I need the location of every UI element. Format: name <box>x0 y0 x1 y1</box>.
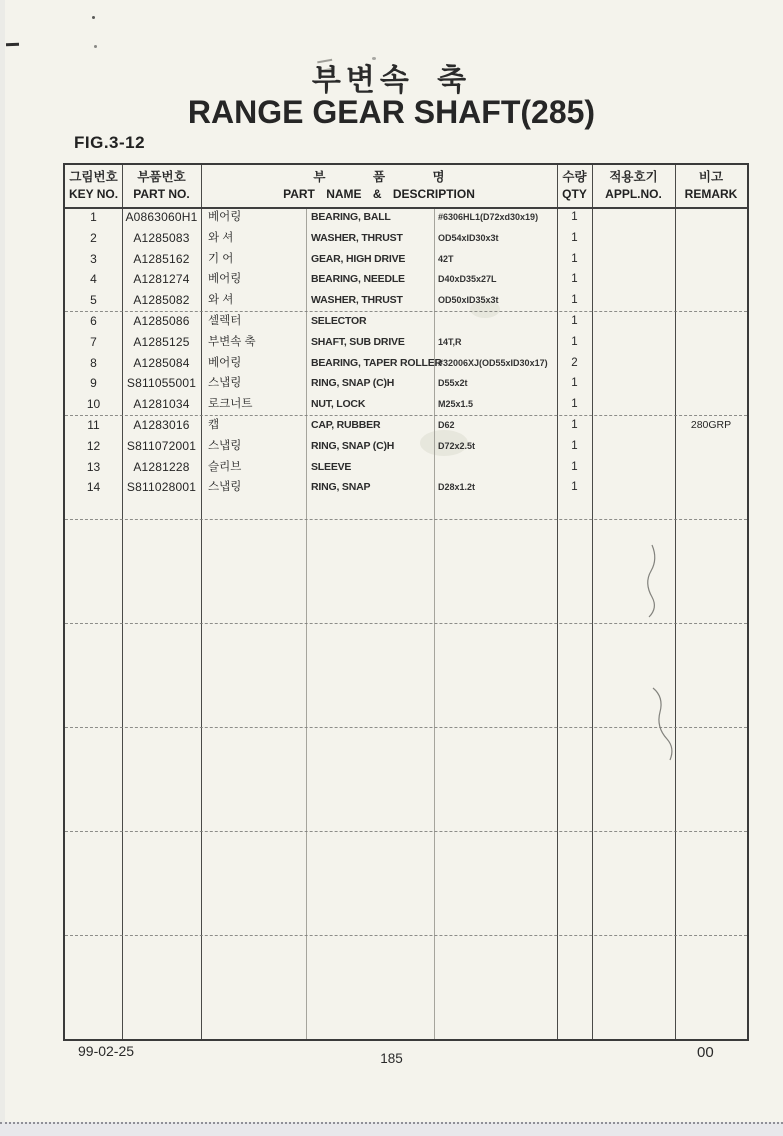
page-title-english: RANGE GEAR SHAFT(285) <box>187 94 596 130</box>
table-row <box>65 207 747 228</box>
cell-key: 9 <box>90 376 97 391</box>
cell-part_no: A0863060H1 <box>125 210 198 224</box>
cell-part_no: A1285125 <box>133 334 190 349</box>
cell-name_en: RING, SNAP (C)H <box>311 439 395 452</box>
cell-name_en: GEAR, HIGH DRIVE <box>311 252 406 265</box>
header-appl-no-korean: 적용호기 <box>609 170 658 185</box>
cell-qty: 1 <box>571 315 578 327</box>
header-part-no <box>122 165 201 207</box>
cell-key: 5 <box>90 293 97 308</box>
table-row <box>65 457 747 478</box>
cell-remark <box>675 290 747 311</box>
cell-qty: 1 <box>571 273 578 286</box>
cell-name_en: BEARING, NEEDLE <box>311 273 405 286</box>
cell-name_en: SLEEVE <box>311 460 352 473</box>
cell-remark <box>675 207 747 228</box>
table-row <box>65 290 747 311</box>
cell-appl <box>592 269 675 290</box>
cell-appl <box>592 457 675 478</box>
cell-desc: D72x2.5t <box>438 440 476 451</box>
footer-revision: 00 <box>697 1044 714 1061</box>
cell-name_kr: 캡 <box>208 419 220 431</box>
table-row <box>65 311 747 332</box>
cell-remark <box>675 249 747 270</box>
cell-remark <box>675 457 747 478</box>
cell-key: 12 <box>86 438 101 453</box>
cell-desc: D62 <box>438 420 455 430</box>
cell-part_no: A1285086 <box>133 314 190 328</box>
header-qty-korean: 수량 <box>562 170 587 185</box>
cell-qty: 2 <box>571 356 578 369</box>
scan-speckle <box>94 45 97 48</box>
scan-edge-left <box>0 0 5 1134</box>
cell-name_en: NUT, LOCK <box>311 398 366 411</box>
cell-name_en: BEARING, BALL <box>311 211 391 223</box>
cell-name_en: WASHER, THRUST <box>311 231 403 244</box>
cell-desc <box>434 457 557 478</box>
header-qty-english: QTY <box>562 187 587 202</box>
table-row <box>65 477 747 498</box>
table-row <box>65 228 747 249</box>
cell-desc: OD54xID30x3t <box>438 232 499 243</box>
footer-page-number: 185 <box>380 1051 403 1066</box>
header-part-name <box>201 165 557 207</box>
cell-remark <box>675 332 747 353</box>
header-key-no-english: KEY NO. <box>68 187 119 202</box>
header-key-no-korean: 그림번호 <box>69 170 118 185</box>
cell-name_en: WASHER, THRUST <box>311 294 403 307</box>
cell-remark <box>675 394 747 415</box>
cell-remark <box>675 436 747 457</box>
cell-qty: 1 <box>571 335 578 348</box>
header-remark-korean: 비고 <box>698 170 724 185</box>
cell-appl <box>592 353 675 374</box>
cell-key: 13 <box>86 459 101 474</box>
cell-desc: D28x1.2t <box>438 482 476 493</box>
cell-qty: 1 <box>571 460 578 473</box>
cell-appl <box>592 332 675 353</box>
cell-appl <box>592 311 675 332</box>
cell-name_kr: 슬리브 <box>208 460 242 473</box>
cell-part_no: S811072001 <box>126 438 197 453</box>
cell-qty: 1 <box>571 439 578 452</box>
header-remark <box>675 165 747 207</box>
cell-key: 4 <box>90 272 97 287</box>
cell-desc: OD50xID35x3t <box>438 295 499 306</box>
cell-desc: 14T,R <box>438 336 462 347</box>
cell-part_no: A1285083 <box>133 230 190 245</box>
table-row <box>65 269 747 290</box>
cell-part_no: A1281274 <box>133 272 190 287</box>
cell-key: 10 <box>86 397 101 412</box>
header-part-name-korean: 부 품 명 <box>313 170 445 185</box>
cell-remark <box>675 269 747 290</box>
cell-remark <box>675 373 747 394</box>
cell-part_no: S811055001 <box>126 376 197 391</box>
cell-appl <box>592 477 675 498</box>
cell-key: 8 <box>90 355 97 370</box>
cell-name_en: CAP, RUBBER <box>311 419 381 431</box>
cell-qty: 1 <box>571 211 578 223</box>
cell-part_no: A1285082 <box>133 293 190 308</box>
cell-appl <box>592 373 675 394</box>
cell-name_kr: 셀렉터 <box>208 315 242 327</box>
cell-name_kr: 와 셔 <box>208 231 234 244</box>
cell-name_en: SHAFT, SUB DRIVE <box>311 335 405 348</box>
header-qty <box>557 165 592 207</box>
table-row <box>65 249 747 270</box>
cell-desc: #32006XJ(OD55xID30x17) <box>438 357 548 368</box>
cell-part_no: A1283016 <box>133 418 190 432</box>
table-row <box>65 353 747 374</box>
cell-qty: 1 <box>571 377 578 390</box>
cell-desc: #6306HL1(D72xd30x19) <box>438 212 539 222</box>
cell-appl <box>592 290 675 311</box>
cell-qty: 1 <box>571 294 578 307</box>
scan-artifact-mark <box>6 43 19 46</box>
cell-remark <box>675 477 747 498</box>
cell-appl <box>592 436 675 457</box>
table-body <box>65 207 747 1039</box>
table-row <box>65 332 747 353</box>
cell-name_kr: 스냅링 <box>208 481 242 494</box>
cell-key: 2 <box>90 230 97 245</box>
cell-part_no: A1281034 <box>133 397 190 412</box>
scan-speckle <box>92 16 95 19</box>
cell-qty: 1 <box>571 398 578 411</box>
table-row <box>65 415 747 436</box>
cell-key: 6 <box>90 314 97 328</box>
cell-name_en: SELECTOR <box>311 315 367 327</box>
cell-part_no: A1281228 <box>133 459 190 474</box>
cell-appl <box>592 249 675 270</box>
cell-appl <box>592 228 675 249</box>
cell-name_kr: 기 어 <box>208 252 234 265</box>
cell-part_no: S811028001 <box>126 480 197 495</box>
cell-appl <box>592 394 675 415</box>
cell-desc <box>434 311 557 332</box>
header-appl-no <box>592 165 675 207</box>
cell-remark <box>675 353 747 374</box>
cell-name_en: BEARING, TAPER ROLLER <box>311 356 442 369</box>
cell-remark: 280GRP <box>690 419 732 431</box>
header-key-no <box>65 165 122 207</box>
cell-remark <box>675 228 747 249</box>
cell-name_kr: 베어링 <box>208 356 242 369</box>
cell-name_kr: 부변속 축 <box>208 335 256 348</box>
cell-qty: 1 <box>571 481 578 494</box>
cell-qty: 1 <box>571 231 578 244</box>
cell-part_no: A1285084 <box>133 355 190 370</box>
cell-name_kr: 로크너트 <box>208 398 253 411</box>
cell-desc: M25x1.5 <box>438 399 474 410</box>
parts-table <box>63 163 749 1041</box>
cell-appl <box>592 415 675 436</box>
cell-qty: 1 <box>571 419 578 431</box>
figure-label: FIG.3-12 <box>74 133 146 152</box>
table-row <box>65 373 747 394</box>
cell-name_kr: 베어링 <box>208 273 242 286</box>
cell-name_kr: 베어링 <box>208 211 242 223</box>
cell-key: 7 <box>90 334 97 349</box>
cell-key: 14 <box>86 480 101 495</box>
cell-name_kr: 스냅링 <box>208 439 242 452</box>
cell-appl <box>592 207 675 228</box>
footer-date: 99-02-25 <box>78 1043 135 1059</box>
header-part-no-korean: 부품번호 <box>137 170 186 185</box>
cell-name_kr: 와 셔 <box>208 294 234 307</box>
header-part-name-english: PART NAME & DESCRIPTION <box>283 187 475 202</box>
cell-name_kr: 스냅링 <box>208 377 242 390</box>
cell-key: 11 <box>87 418 100 432</box>
page-title-korean: 부변속 축 <box>311 64 472 97</box>
table-row <box>65 436 747 457</box>
cell-remark <box>675 311 747 332</box>
cell-name_en: RING, SNAP <box>311 481 371 494</box>
header-appl-no-english: APPL.NO. <box>605 187 662 202</box>
header-part-no-english: PART NO. <box>133 187 190 202</box>
cell-name_en: RING, SNAP (C)H <box>311 377 395 390</box>
cell-desc: D40xD35x27L <box>438 274 497 285</box>
cell-part_no: A1285162 <box>133 251 190 266</box>
cell-key: 1 <box>90 210 97 224</box>
cell-key: 3 <box>90 251 97 266</box>
header-remark-english: REMARK <box>684 187 738 202</box>
cell-desc: D55x2t <box>438 378 468 389</box>
cell-qty: 1 <box>571 252 578 265</box>
cell-desc: 42T <box>438 253 454 264</box>
table-row <box>65 394 747 415</box>
